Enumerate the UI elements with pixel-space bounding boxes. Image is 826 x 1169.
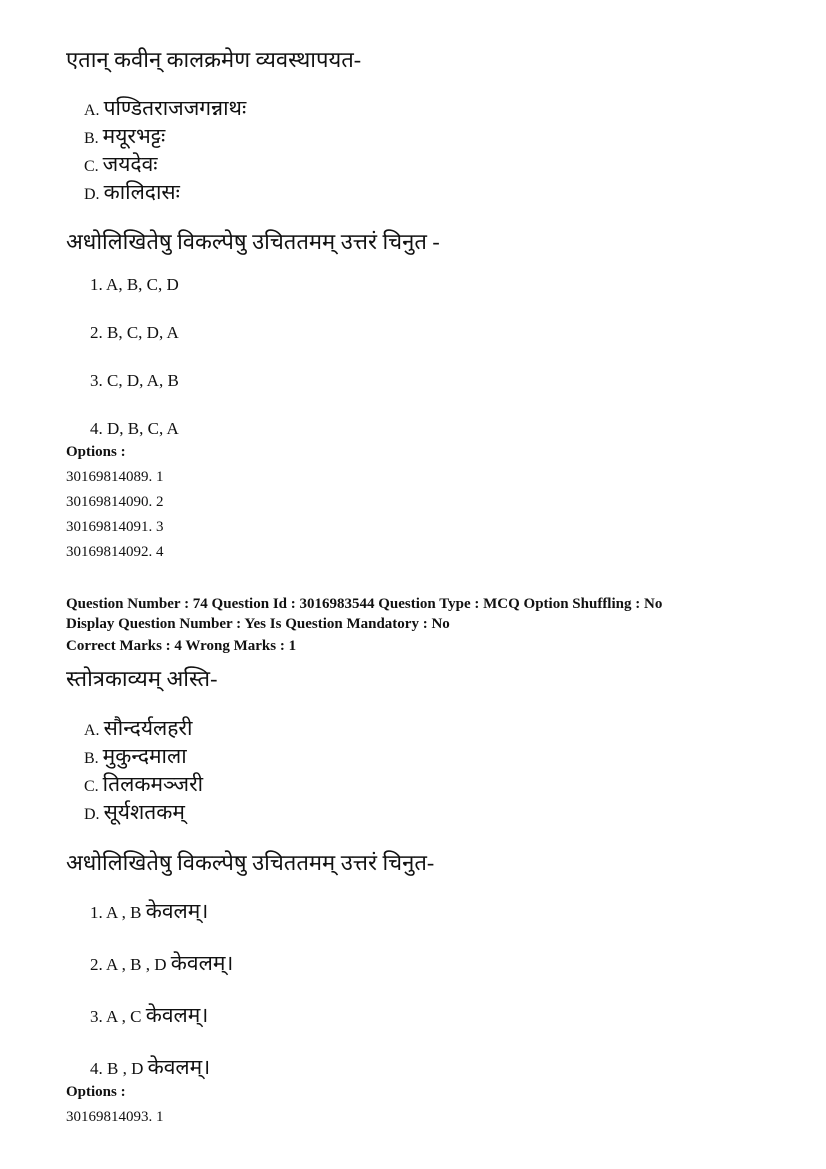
q74-choice-2: [90, 949, 233, 977]
statement-label: A.: [84, 722, 100, 739]
q74-statement-a: [84, 714, 192, 742]
q74-meta-line-1: Question Number : 74 Question Id : 3016983544 Question Type : MCQ Option Shuffling : No: [66, 596, 663, 612]
q74-statement-c: [84, 770, 203, 798]
choice-prefix: 1. A , B: [90, 903, 142, 922]
statement-label: C.: [84, 158, 99, 175]
q74-choice-4: [90, 1053, 210, 1081]
statement-text: सूर्यशतकम्: [103, 800, 185, 824]
choice-prefix: 2. A , B , D: [90, 955, 167, 974]
q74-statement-b: [84, 742, 187, 770]
q74-options-heading: Options :: [66, 1084, 126, 1100]
statement-label: D.: [84, 186, 100, 203]
q73-choice-4: 4. D, B, C, A: [90, 419, 179, 438]
q73-option-id-4: 30169814092. 4: [66, 544, 164, 560]
statement-text: पण्डितराजजगन्नाथः: [103, 96, 247, 120]
choice-prefix: 4. B , D: [90, 1059, 144, 1078]
q73-instruction: अधोलिखितेषु विकल्पेषु उचिततमम् उत्तरं चिनुत -: [66, 229, 440, 254]
q74-question-text: स्तोत्रकाव्यम् अस्ति-: [66, 666, 218, 691]
q74-choice-1: [90, 897, 208, 925]
statement-text: मुकुन्दमाला: [102, 744, 187, 768]
q74-option-id-1: 30169814093. 1: [66, 1109, 164, 1125]
q73-option-id-2: 30169814090. 2: [66, 494, 164, 510]
choice-suffix: केवलम्।: [170, 951, 234, 975]
q73-option-id-1: 30169814089. 1: [66, 469, 164, 485]
q74-choice-3: [90, 1001, 208, 1029]
choice-suffix: केवलम्।: [145, 1003, 209, 1027]
statement-text: मयूरभट्टः: [102, 124, 166, 148]
statement-text: कालिदासः: [103, 180, 180, 204]
q74-meta-line-3: Correct Marks : 4 Wrong Marks : 1: [66, 638, 297, 654]
statement-label: C.: [84, 778, 99, 795]
statement-label: D.: [84, 806, 100, 823]
q73-choice-1: 1. A, B, C, D: [90, 275, 179, 294]
statement-text: तिलकमञ्जरी: [102, 772, 204, 796]
choice-prefix: 3. A , C: [90, 1007, 142, 1026]
q73-statement-d: [84, 178, 180, 206]
q74-statement-d: [84, 798, 185, 826]
choice-suffix: केवलम्।: [147, 1055, 211, 1079]
q73-choice-3: 3. C, D, A, B: [90, 371, 179, 390]
statement-label: B.: [84, 750, 99, 767]
choice-suffix: केवलम्।: [145, 899, 209, 923]
q73-statement-a: [84, 94, 246, 122]
statement-text: सौन्दर्यलहरी: [103, 716, 193, 740]
q73-statement-c: [84, 150, 158, 178]
q74-instruction: अधोलिखितेषु विकल्पेषु उचिततमम् उत्तरं चिनुत-: [66, 850, 435, 875]
statement-label: B.: [84, 130, 99, 147]
q73-question-text: एतान् कवीन् कालक्रमेण व्यवस्थापयत-: [66, 47, 362, 72]
q74-meta-line-2: Display Question Number : Yes Is Question Mandatory : No: [66, 616, 450, 632]
statement-text: जयदेवः: [102, 152, 158, 176]
q73-options-heading: Options :: [66, 444, 126, 460]
q73-option-id-3: 30169814091. 3: [66, 519, 164, 535]
statement-label: A.: [84, 102, 100, 119]
q73-choice-2: 2. B, C, D, A: [90, 323, 179, 342]
q73-statement-b: [84, 122, 165, 150]
